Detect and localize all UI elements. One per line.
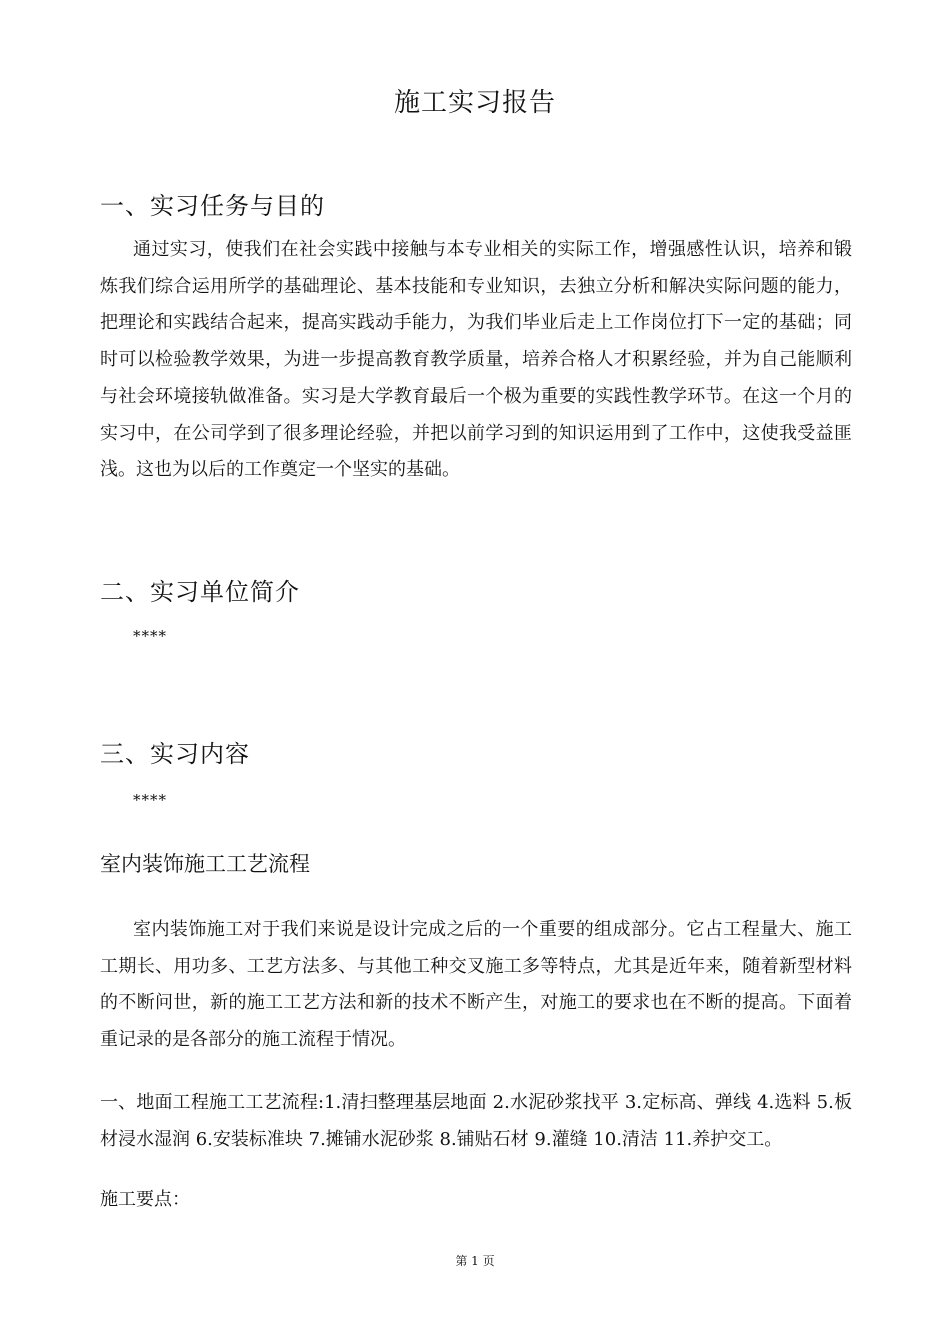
paragraph-floor-process: 一、地面工程施工工艺流程:1.清扫整理基层地面 2.水泥砂浆找平 3.定标高、弹线 4.选料 5.板材浸水湿润 6.安装标准块 7.摊铺水泥砂浆 8.铺贴石材 9.灌缝 10.清洁 11.养护交工。: [100, 1092, 852, 1150]
section-heading-internship-content: 三、实习内容: [100, 740, 250, 768]
document-title: 施工实习报告: [393, 88, 556, 118]
paragraph-internship-purpose: 通过实习，使我们在社会实践中接触与本专业相关的实际工作，增强感性认识，培养和锻炼我们综合运用所学的基础理论、基本技能和专业知识，去独立分析和解决实际问题的能力，把理论和实践结合起来，提高实践动手能力，为我们毕业后走上工作岗位打下一定的基础；同时可以检验教学效果，为进一步提高教育教学质量，培养合格人才积累经验，并为自己能顺利与社会环境接轨做准备。实习是大学教育最后一个极为重要的实践性教学环节。在这一个月的实习中，在公司学到了很多理论经验，并把以前学习到的知识运用到了工作中，这使我受益匪浅。这也为以后的工作奠定一个坚实的基础。: [100, 239, 852, 481]
key-points-label: 施工要点：: [100, 1189, 190, 1210]
page-number: 第 1 页: [455, 1254, 495, 1268]
section-heading-company-intro: 二、实习单位简介: [100, 578, 300, 606]
company-intro-placeholder: ****: [133, 627, 167, 645]
internship-content-placeholder: ****: [133, 791, 167, 809]
paragraph-decoration-intro: 室内装饰施工对于我们来说是设计完成之后的一个重要的组成部分。它占工程量大、施工工期长、用功多、工艺方法多、与其他工种交叉施工多等特点，尤其是近年来，随着新型材料的不断问世，新的施工工艺方法和新的技术不断产生，对施工的要求也在不断的提高。下面着重记录的是各部分的施工流程于情况。: [100, 919, 852, 1051]
section-heading-internship-purpose: 一、实习任务与目的: [100, 192, 325, 220]
subheading-decoration-process: 室内装饰施工工艺流程: [100, 852, 310, 876]
